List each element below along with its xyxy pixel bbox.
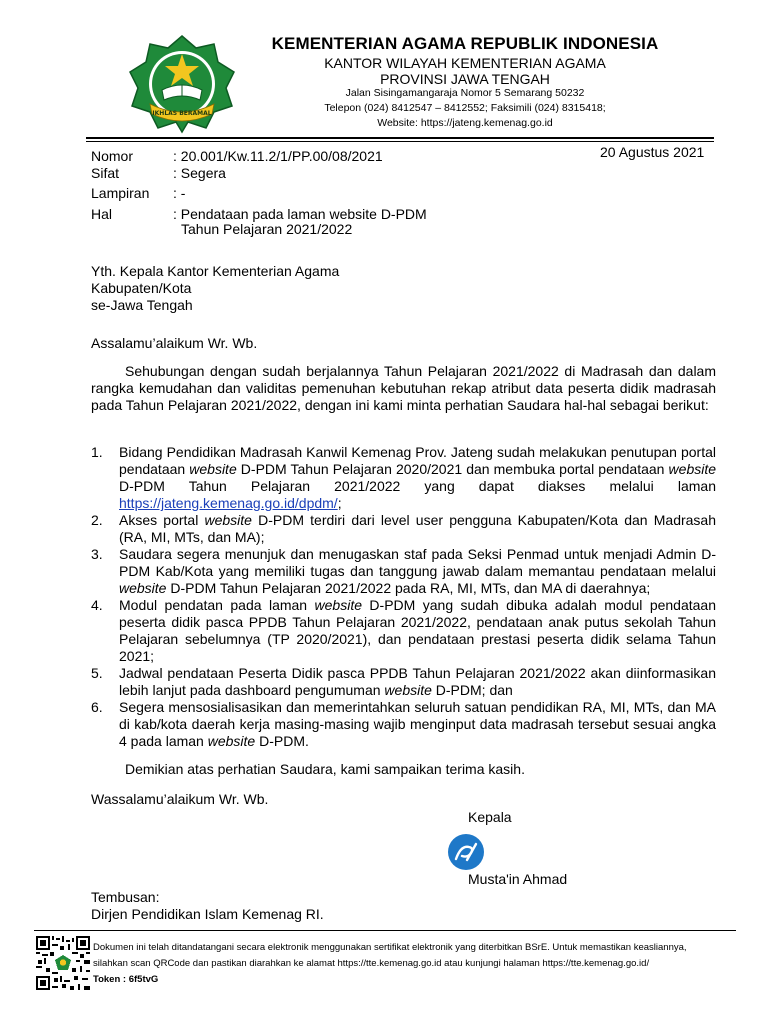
instruction-list <box>91 444 716 750</box>
letter-meta <box>91 146 591 236</box>
lampiran-value: : - <box>173 185 186 201</box>
lampiran-label: Lampiran <box>91 185 150 201</box>
office-website: Website: https://jateng.kemenag.go.id <box>377 117 553 129</box>
list-item: 4. Modul pendatan pada laman website D-PDM yang sudah dibuka adalah modul pendataan peserta didik pasca PPDB Tahun Pelajaran 2021/2022, pendataan anak putus sekolah Tahun Pelajaran sebelumnya (TP 2020/2021), dan pendataan prestasi peserta didik selama Tahun 2021; <box>91 597 717 664</box>
sifat-value: : Segera <box>173 165 226 181</box>
footer-rule <box>34 930 736 931</box>
hal-value-cont: Tahun Pelajaran 2021/2022 <box>181 221 353 237</box>
letter-date: 20 Agustus 2021 <box>600 144 705 160</box>
logo-motto: IKHLAS BERAMAL <box>152 110 212 117</box>
header-rule-thick <box>86 137 714 139</box>
nomor-value: : 20.001/Kw.11.2/1/PP.00/08/2021 <box>173 148 383 164</box>
list-item: 3. Saudara segera menunjuk dan menugaskan staf pada Seksi Penmad untuk menjadi Admin D-PDM Kab/Kota yang memiliki tugas dan tanggung jawab dalam memantau pendataan melalui website D-PDM Tahun Pelajaran 2021/2022 pada RA, MI, MTs, dan MA di daerahnya; <box>91 546 716 596</box>
signer-title: Kepala <box>468 809 512 825</box>
qr-code-icon <box>36 936 90 990</box>
hal-value: : Pendataan pada laman website D-PDM <box>173 206 427 222</box>
closing-sentence: Demikian atas perhatian Saudara, kami sampaikan terima kasih. <box>125 761 525 777</box>
office-phone: Telepon (024) 8412547 – 8412552; Faksimili (024) 8315418; <box>324 102 606 114</box>
intro-paragraph: Sehubungan dengan sudah berjalannya Tahun Pelajaran 2021/2022 di Madrasah dan dalam rangka kemudahan dan validitas pemenuhan kebutuhan rekap atribut data peserta didik madrasah pada Tahun Pelajaran 2021/2022, dengan ini kami minta perhatian Saudara hal-hal sebagai berikut: <box>91 363 716 413</box>
nomor-label: Nomor <box>91 148 134 164</box>
list-item: 5. Jadwal pendataan Peserta Didik pasca PPDB Tahun Pelajaran 2021/2022 akan diinformasikan lebih lanjut pada dashboard pengumuman website D-PDM; dan <box>91 665 716 698</box>
list-item: 2. Akses portal website D-PDM terdiri dari level user pengguna Kabupaten/Kota dan Madrasah (RA, MI, MTs, dan MA); <box>91 512 716 545</box>
office-address: Jalan Sisingamangaraja Nomor 5 Semarang 50232 <box>345 87 585 99</box>
footer-notice <box>93 940 733 972</box>
greeting: Assalamu’alaikum Wr. Wb. <box>91 335 258 351</box>
sifat-label: Sifat <box>91 165 120 181</box>
header-rule-thin <box>86 141 714 142</box>
footer-line-2: silahkan scan QRCode dan pastikan diarahkan ke alamat https://tte.kemenag.go.id atau kunjungi halaman https://tte.kemenag.go.id/ <box>93 958 650 969</box>
province-name: PROVINSI JAWA TENGAH <box>380 71 550 87</box>
dpdm-link[interactable]: https://jateng.kemenag.go.id/dpdm/ <box>119 495 338 511</box>
cc-item: Dirjen Pendidikan Islam Kemenag RI. <box>91 906 324 922</box>
recipient-line-3: se-Jawa Tengah <box>91 297 193 313</box>
farewell: Wassalamu’alaikum Wr. Wb. <box>91 791 269 807</box>
list-item: 1. Bidang Pendidikan Madrasah Kanwil Kemenag Prov. Jateng sudah melakukan penutupan portal pendataan website D-PDM Tahun Pelajaran 2020/2021 dan membuka portal pendataan website D-PDM Tahun Pelajaran 2021/2022 yang dapat diakses melalui laman https://jateng.kemenag.go.id/dpdm/; <box>91 444 717 511</box>
list-item: 6. Segera mensosialisasikan dan memerintahkan seluruh satuan pendidikan RA, MI, MTs, dan MA di kab/kota daerah kerja masing-masing wajib menginput data madrasah tersebut sesuai angka 4 pada laman website D-PDM. <box>91 699 716 749</box>
hal-label: Hal <box>91 206 113 222</box>
ministry-name: KEMENTERIAN AGAMA REPUBLIK INDONESIA <box>271 34 659 53</box>
token-code: Token : 6f5tvG <box>93 974 159 985</box>
e-signature-icon <box>447 833 485 871</box>
recipient-line-2: Kabupaten/Kota <box>91 280 192 296</box>
ministry-logo <box>126 34 238 134</box>
office-name: KANTOR WILAYAH KEMENTERIAN AGAMA <box>324 55 606 71</box>
cc-label: Tembusan: <box>91 889 160 905</box>
recipient-line-1: Yth. Kepala Kantor Kementerian Agama <box>91 263 340 279</box>
footer-line-1: Dokumen ini telah ditandatangani secara elektronik menggunakan sertifikat elektronik yang diterbitkan BSrE. Untuk memastikan keasliannya, <box>93 942 687 953</box>
signer-name: Musta'in Ahmad <box>468 871 568 887</box>
